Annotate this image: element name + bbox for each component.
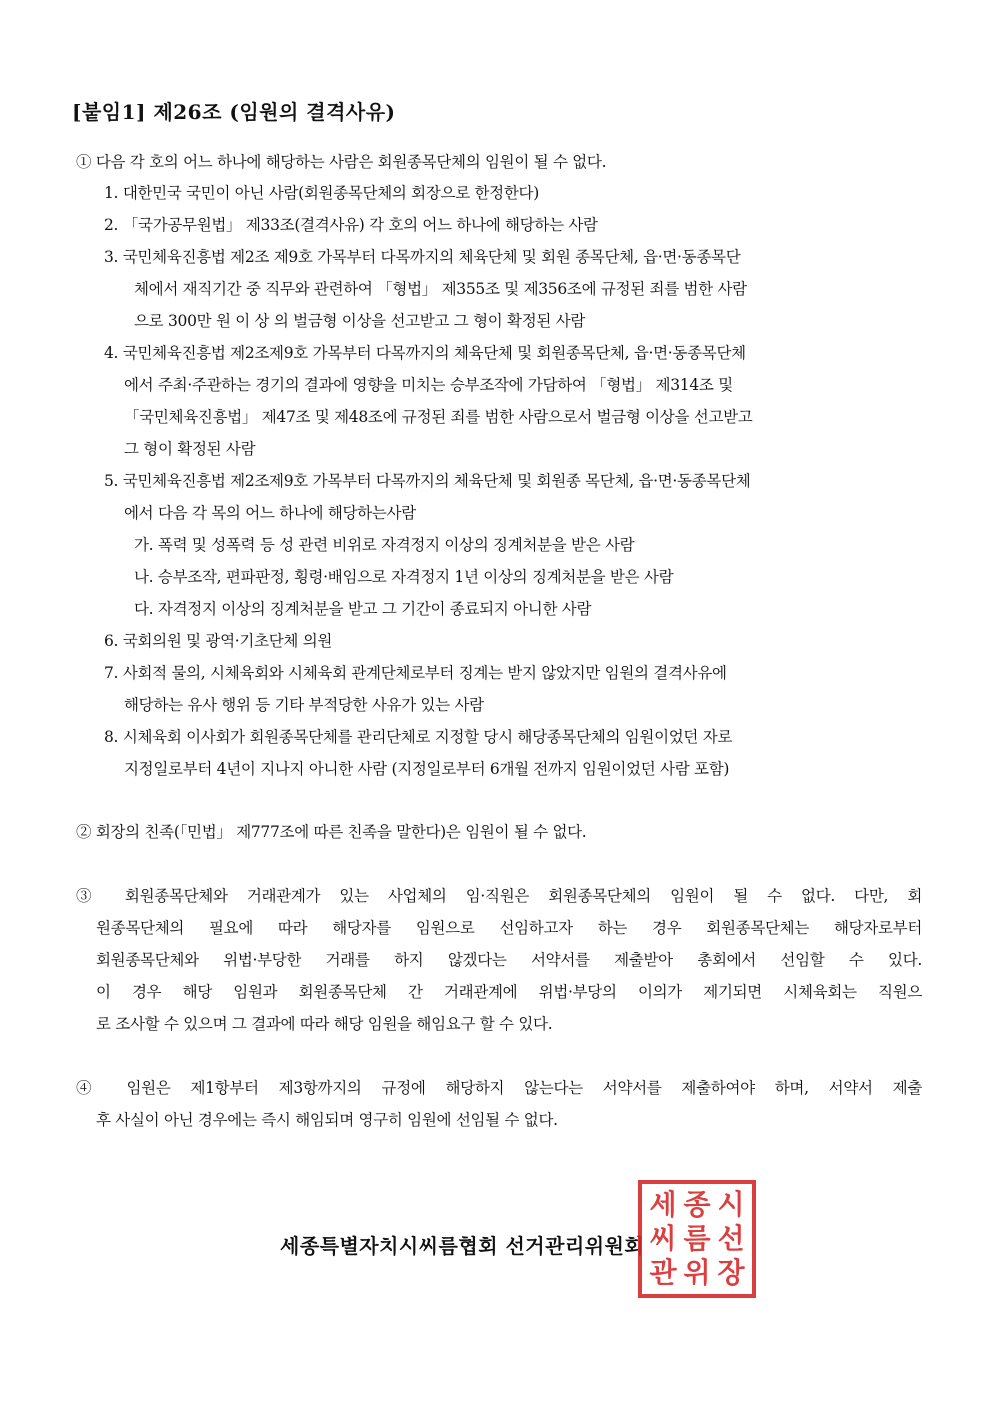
seal-glyph: 세 xyxy=(649,1188,677,1221)
section-4-line-1: ④ 임원은 제1항부터 제3항까지의 규정에 해당하지 않는다는 서약서를 제출하여야 하며, 서약서 제출 xyxy=(76,1079,922,1097)
section-1-item-5-sub-c: 다. 자격정지 이상의 징계처분을 받고 그 기간이 종료되지 아니한 사람 xyxy=(134,600,592,618)
seal-glyph: 시 xyxy=(717,1188,745,1221)
section-1-item-8-line-2: 지정일로부터 4년이 지나지 아니한 사람 (지정일로부터 6개월 전까지 임원이었던 사람 포함) xyxy=(124,760,730,778)
section-1-item-4-line-3: 「국민체육진흥법」 제47조 및 제48조에 규정된 죄를 범한 사람으로서 벌금형 이상을 선고받고 xyxy=(124,408,753,426)
section-1-item-5-sub-b: 나. 승부조작, 편파판정, 횡령·배임으로 자격정지 1년 이상의 징계처분을 받은 사람 xyxy=(134,568,674,586)
section-1-item-3-line-2: 체에서 재직기간 중 직무와 관련하여 「형법」 제355조 및 제356조에 규정된 죄를 범한 사람 xyxy=(134,280,747,298)
section-2: ② 회장의 친족(「민법」 제777조에 따른 친족을 말한다)은 임원이 될 수 없다. xyxy=(76,823,587,841)
section-1-item-5-line-2: 에서 다음 각 목의 어느 하나에 해당하는사람 xyxy=(124,504,416,522)
section-3-line-1: ③ 회원종목단체와 거래관계가 있는 사업체의 임·직원은 회원종목단체의 임원이 될 수 없다. 다만, 회 xyxy=(76,887,922,905)
section-1-item-3-line-3: 으로 300만 원 이 상 의 벌금형 이상을 선고받고 그 형이 확정된 사람 xyxy=(134,312,586,330)
issuer-name: 세종특별자치시씨름협회 선거관리위원회 xyxy=(280,1234,645,1258)
section-1-item-6: 6. 국회의원 및 광역·기초단체 의원 xyxy=(104,632,333,650)
section-3-line-3: 회원종목단체와 위법·부당한 거래를 하지 않겠다는 서약서를 제출받아 총회에서 선임할 수 있다. xyxy=(96,951,922,969)
section-1-item-7-line-1: 7. 사회적 물의, 시체육회와 시체육회 관계단체로부터 징계는 받지 않았지만 임원의 결격사유에 xyxy=(104,664,727,682)
section-1-item-5-line-1: 5. 국민체육진흥법 제2조제9호 가목부터 다목까지의 체육단체 및 회원종 목단체, 읍·면·동종목단체 xyxy=(104,472,751,490)
seal-glyph: 종 xyxy=(683,1188,711,1221)
official-seal-stamp xyxy=(638,1180,756,1298)
section-1-item-4-line-2: 에서 주최·주관하는 경기의 결과에 영향을 미치는 승부조작에 가담하여 「형법」 제314조 및 xyxy=(124,376,733,394)
section-3-line-2: 원종목단체의 필요에 따라 해당자를 임원으로 선임하고자 하는 경우 회원종목단체는 해당자로부터 xyxy=(96,919,922,937)
section-1-item-5-sub-a: 가. 폭력 및 성폭력 등 성 관련 비위로 자격정지 이상의 징계처분을 받은 사람 xyxy=(134,536,635,554)
seal-glyph: 선 xyxy=(717,1222,745,1255)
section-4-line-2: 후 사실이 아닌 경우에는 즉시 해임되며 영구히 임원에 선임될 수 없다. xyxy=(96,1111,558,1129)
section-1-item-8-line-1: 8. 시체육회 이사회가 회원종목단체를 관리단체로 지정할 당시 해당종목단체의 임원이었던 자로 xyxy=(104,728,733,746)
seal-glyph: 장 xyxy=(717,1256,745,1289)
section-1-item-4-line-4: 그 형이 확정된 사람 xyxy=(124,440,256,458)
section-1-item-1: 1. 대한민국 국민이 아닌 사람(회원종목단체의 회장으로 한정한다) xyxy=(104,184,539,202)
seal-glyph: 름 xyxy=(683,1222,711,1255)
section-1-item-2: 2. 「국가공무원법」 제33조(결격사유) 각 호의 어느 하나에 해당하는 사람 xyxy=(104,216,598,234)
section-1-item-3-line-1: 3. 국민체육진흥법 제2조 제9호 가목부터 다목까지의 체육단체 및 회원 종목단체, 읍·면·동종목단 xyxy=(104,248,741,266)
section-1-item-7-line-2: 해당하는 유사 행위 등 기타 부적당한 사유가 있는 사람 xyxy=(124,696,484,714)
section-3-line-5: 로 조사할 수 있으며 그 결과에 따라 해당 임원을 해임요구 할 수 있다. xyxy=(96,1015,553,1033)
seal-glyph: 위 xyxy=(683,1256,711,1289)
section-1-lead: ① 다음 각 호의 어느 하나에 해당하는 사람은 회원종목단체의 임원이 될 수 없다. xyxy=(76,153,607,171)
section-1-item-4-line-1: 4. 국민체육진흥법 제2조제9호 가목부터 다목까지의 체육단체 및 회원종목단체, 읍·면·동종목단체 xyxy=(104,344,746,362)
seal-glyph: 관 xyxy=(649,1256,677,1289)
seal-glyph: 씨 xyxy=(649,1222,677,1255)
document-title: [붙임1] 제26조 (임원의 결격사유) xyxy=(72,100,396,124)
section-3-line-4: 이 경우 해당 임원과 회원종목단체 간 거래관계에 위법·부당의 이의가 제기되면 시체육회는 직원으 xyxy=(96,983,922,1001)
